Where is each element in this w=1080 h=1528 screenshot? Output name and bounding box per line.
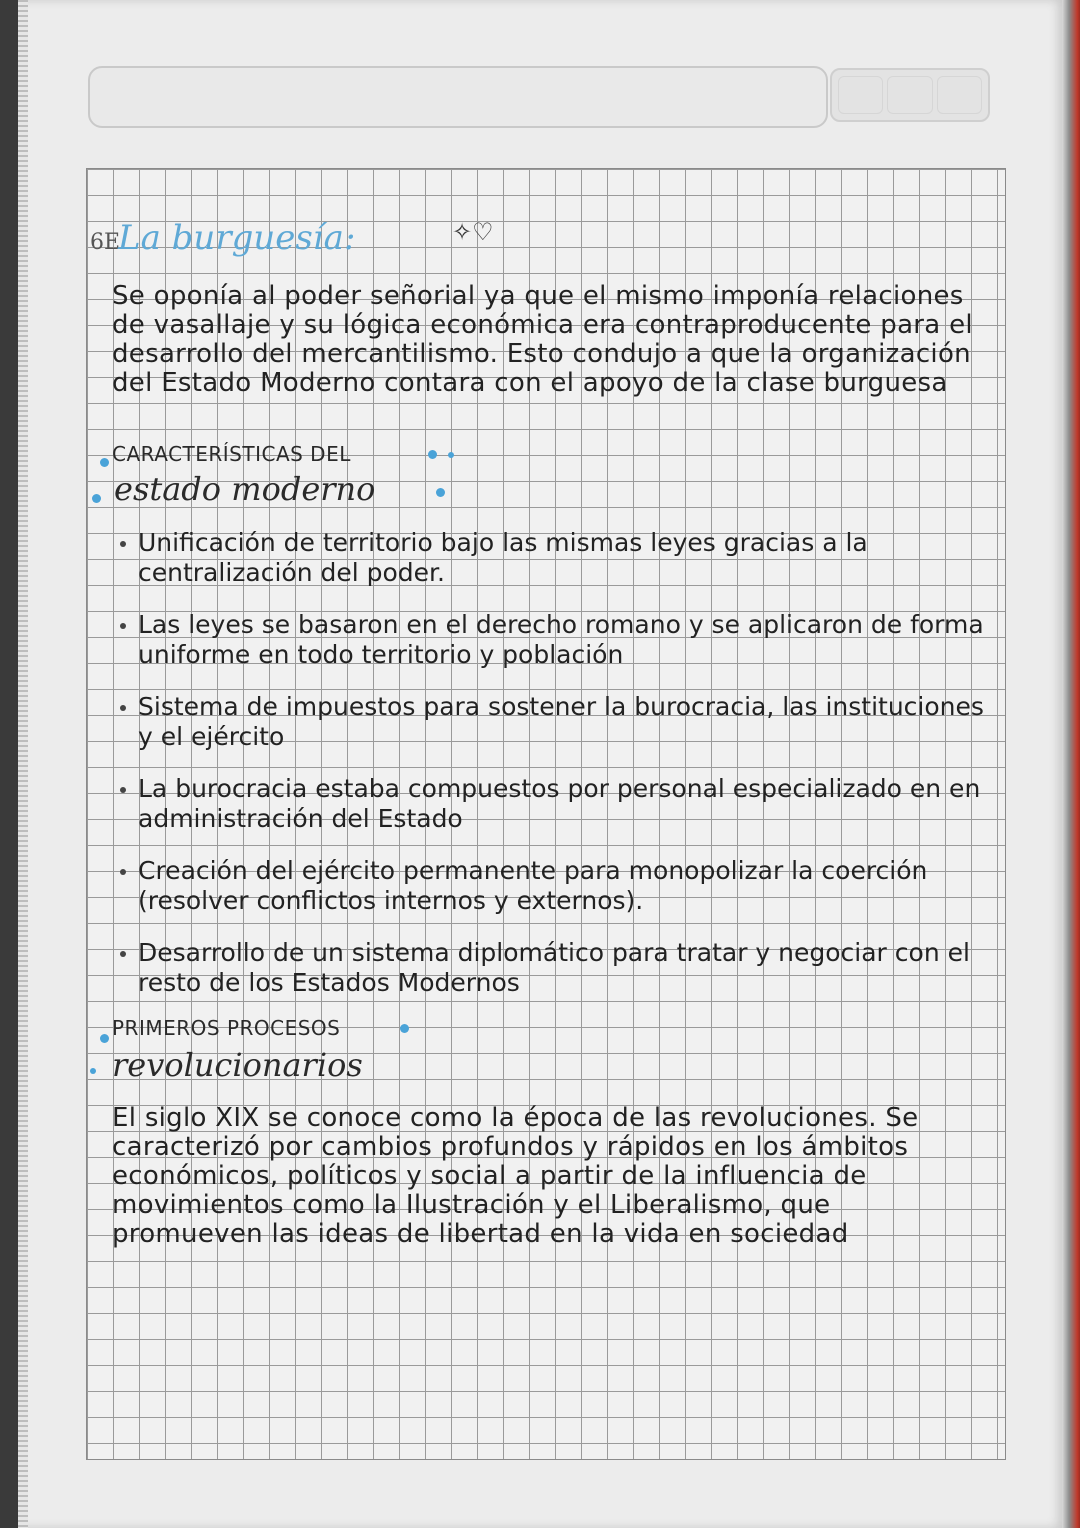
bullet-dot-icon <box>90 1068 96 1074</box>
decor-dot-icon <box>400 1024 409 1033</box>
spiral-binding <box>18 0 28 1528</box>
list-item: Unificación de territorio bajo las mismas leyes gracias a la centralización del poder. <box>112 528 992 588</box>
list-item: Creación del ejército permanente para monopolizar la coerción (resolver conflictos internos y externos). <box>112 856 992 916</box>
intro-paragraph: Se oponía al poder señorial ya que el mismo imponía relaciones de vasallaje y su lógica económica era contraproducente para el desarrollo del mercantilismo. Esto condujo a que la organización del Estado Moderno contara con el apoyo de la clase burguesa <box>112 281 973 398</box>
bullet-dot-icon <box>100 458 109 467</box>
note-title: La burguesía: <box>118 218 356 258</box>
section1-title: estado moderno <box>114 470 376 508</box>
list-item: Sistema de impuestos para sostener la burocracia, las instituciones y el ejército <box>112 692 992 752</box>
notebook-edge <box>1062 0 1080 1528</box>
sparkle-icon: ✧♡ <box>452 218 494 246</box>
bullet-dot-icon <box>100 1034 109 1043</box>
characteristics-list <box>112 528 992 1020</box>
section2-label: PRIMEROS PROCESOS <box>112 1016 341 1040</box>
decor-dot-icon <box>436 488 445 497</box>
list-item: La burocracia estaba compuestos por personal especializado en en administración del Estado <box>112 774 992 834</box>
decor-dot-icon <box>428 450 437 459</box>
header-title-box <box>88 66 828 128</box>
header-tab <box>887 76 932 114</box>
header-tab <box>937 76 982 114</box>
revolutions-paragraph: El siglo XIX se conoce como la época de las revoluciones. Se caracterizó por cambios profundos y rápidos en los ámbitos económicos, políticos y social a partir de la influencia de movimientos como la Ilustración y el Liberalismo, que promueven las ideas de libertad en la vida en sociedad <box>112 1103 919 1249</box>
header-tab <box>838 76 883 114</box>
list-item: Desarrollo de un sistema diplomático para tratar y negociar con el resto de los Estados Modernos <box>112 938 992 998</box>
header-date-tabs <box>830 68 990 122</box>
section1-label: CARACTERÍSTICAS DEL <box>112 442 351 466</box>
bullet-dot-icon <box>92 494 101 503</box>
list-item: Las leyes se basaron en el derecho romano y se aplicaron de forma uniforme en todo territorio y población <box>112 610 992 670</box>
decor-dot-icon <box>448 452 454 458</box>
note-number: 6E <box>90 230 121 255</box>
section2-title: revolucionarios <box>112 1046 363 1084</box>
